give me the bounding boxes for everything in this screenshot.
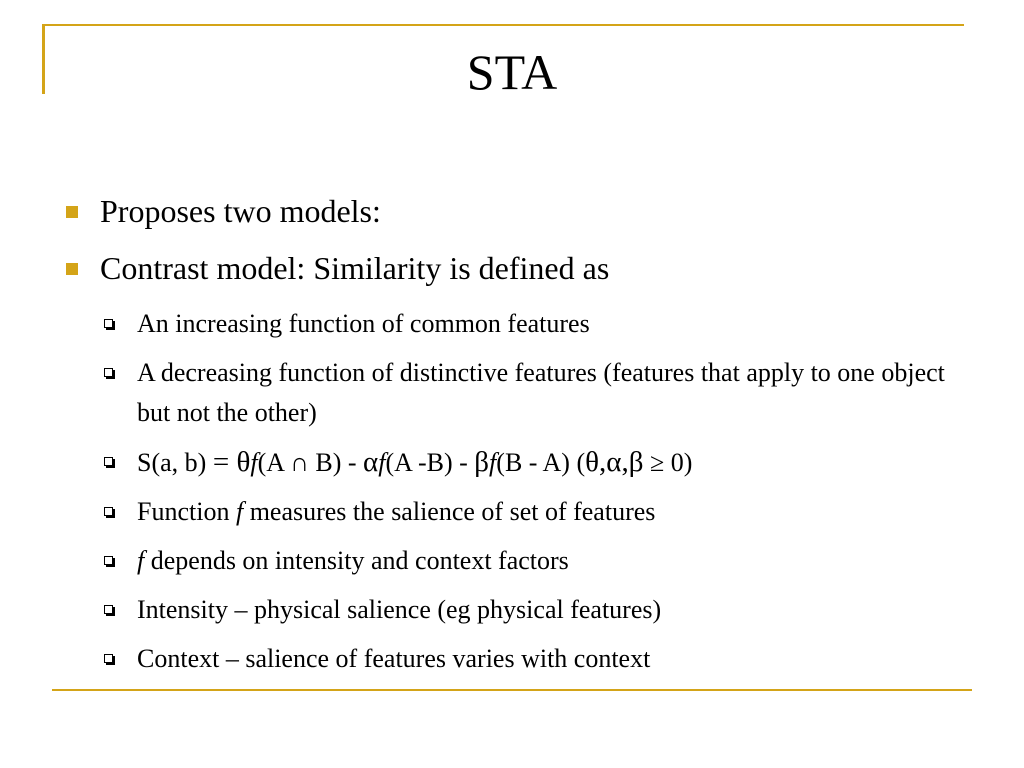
formula-s-ab: S(a, b) [137, 448, 213, 477]
function-f: f [137, 546, 145, 575]
sub-bullet-item [60, 353, 960, 433]
bullet-text: Proposes two models: [100, 193, 381, 229]
formula-a-minus-b: (A -B) - [385, 448, 475, 477]
sub-bullet-item [60, 304, 960, 344]
hollow-square-bullet-icon [104, 457, 113, 466]
hollow-square-bullet-icon [104, 507, 113, 516]
sub-bullet-text: Context – salience of features varies with context [137, 644, 651, 673]
sub-bullet-formula [60, 442, 960, 483]
formula-f: f [250, 448, 258, 477]
sub-bullet-item [60, 639, 960, 679]
bullet-item [60, 190, 960, 232]
bullet-item [60, 247, 960, 289]
sub-bullet-suffix: depends on intensity and context factors [144, 546, 569, 575]
bullet-text: Contrast model: Similarity is defined as [100, 250, 610, 286]
formula-tail: ≥ 0) [643, 448, 693, 477]
sub-bullet-text: An increasing function of common features [137, 309, 590, 338]
formula-params: θ,α,β [585, 446, 644, 478]
slide-title: STA [466, 44, 558, 100]
sub-bullet-item [60, 492, 960, 532]
formula-a-cap-b: (A ∩ B) - [257, 448, 364, 477]
frame-top-line [42, 24, 964, 26]
formula-beta: β [474, 446, 490, 478]
square-bullet-icon [66, 263, 78, 275]
formula-f: f [378, 448, 386, 477]
sub-bullet-item [60, 541, 960, 581]
sub-bullet-text: A decreasing function of distinctive features (features that apply to one object but not the other) [137, 358, 945, 427]
formula-theta: θ [229, 446, 251, 478]
frame-bottom-line [52, 689, 972, 691]
formula-alpha: α [363, 446, 379, 478]
hollow-square-bullet-icon [104, 319, 113, 328]
sub-bullet-suffix: measures the salience of set of features [243, 497, 656, 526]
hollow-square-bullet-icon [104, 605, 113, 614]
hollow-square-bullet-icon [104, 556, 113, 565]
sub-bullet-prefix: Function [137, 497, 236, 526]
sub-bullet-item [60, 590, 960, 630]
formula-f: f [489, 448, 497, 477]
formula-b-minus-a: (B - A) ( [496, 448, 586, 477]
formula-equals: = [212, 446, 230, 478]
square-bullet-icon [66, 206, 78, 218]
slide-content [60, 190, 960, 688]
hollow-square-bullet-icon [104, 368, 113, 377]
function-f: f [235, 497, 244, 526]
hollow-square-bullet-icon [104, 654, 113, 663]
sub-bullet-text: Intensity – physical salience (eg physical features) [137, 595, 662, 624]
